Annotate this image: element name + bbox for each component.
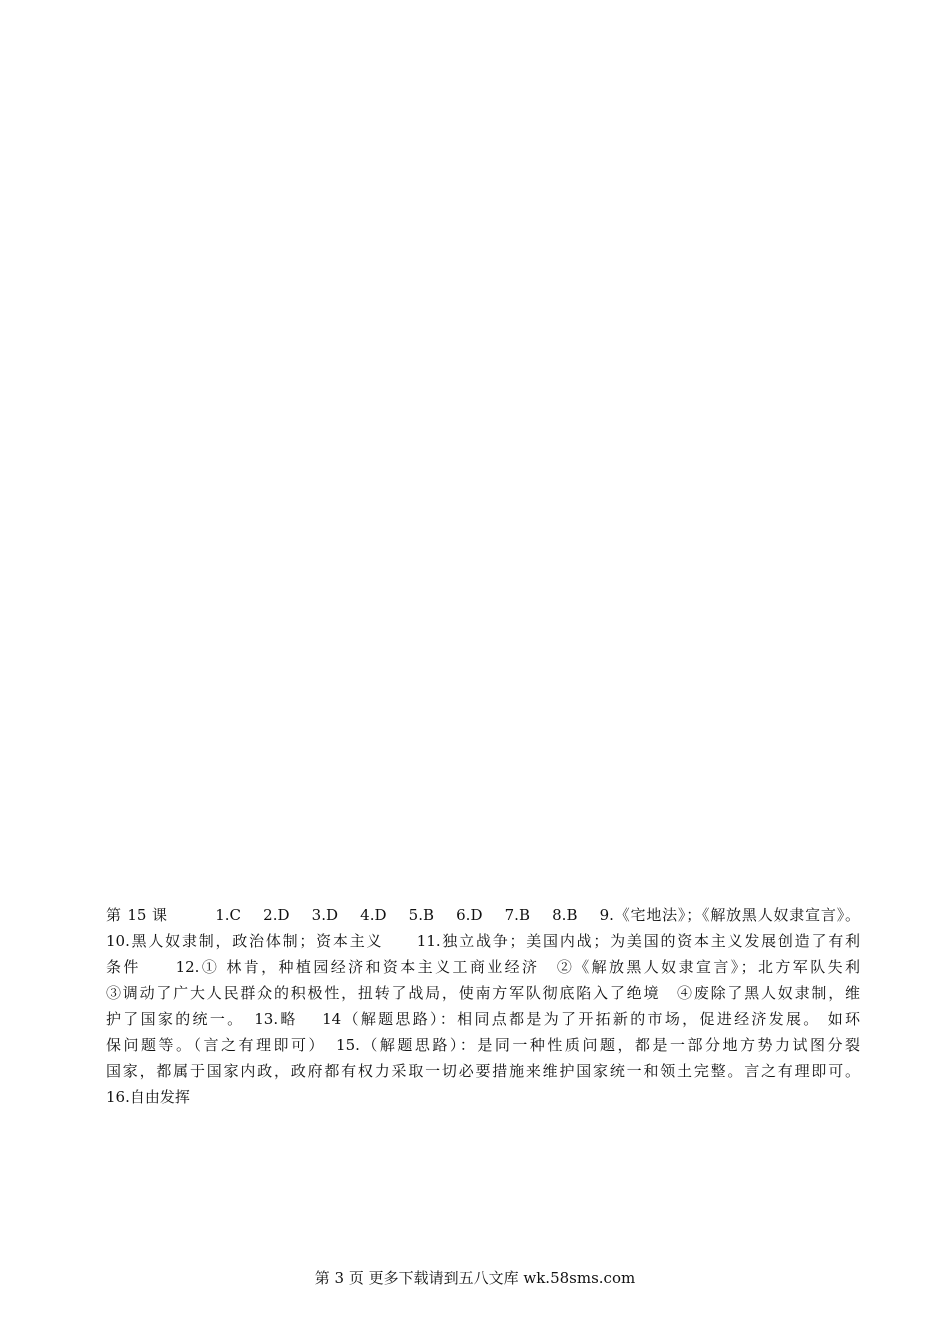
answer-line: 16.自由发挥 <box>106 1088 190 1106</box>
answer-line: 10.黑人奴隶制，政治体制；资本主义 11.独立战争；美国内战；为美国的资本主义发展创造了有利 <box>106 932 860 950</box>
answer-line: 护了国家的统一。 13.略 14（解题思路）：相同点都是为了开拓新的市场，促进经济发展。 如环 <box>106 1010 860 1028</box>
answer-line: 国家，都属于国家内政，政府都有权力采取一切必要措施来维护国家统一和领土完整。言之有理即可。 <box>106 1062 860 1080</box>
answer-line: 第 15 课 1.C 2.D 3.D 4.D 5.B 6.D 7.B 8.B 9.《宅地法》；《解放黑人奴隶宣言》。 <box>106 906 860 924</box>
answer-line: 条件 12.① 林肯，种植园经济和资本主义工商业经济 ②《解放黑人奴隶宣言》；北方军队失利 <box>106 958 860 976</box>
answer-line: 保问题等。（言之有理即可） 15.（解题思路）：是同一种性质问题，都是一部分地方势力试图分裂 <box>106 1036 860 1054</box>
answer-section <box>106 902 860 1110</box>
page-footer: 第 3 页 更多下载请到五八文库 wk.58sms.com <box>314 1269 636 1287</box>
answer-line: ③调动了广大人民群众的积极性，扭转了战局，使南方军队彻底陷入了绝境 ④废除了黑人奴隶制，维 <box>106 984 860 1002</box>
